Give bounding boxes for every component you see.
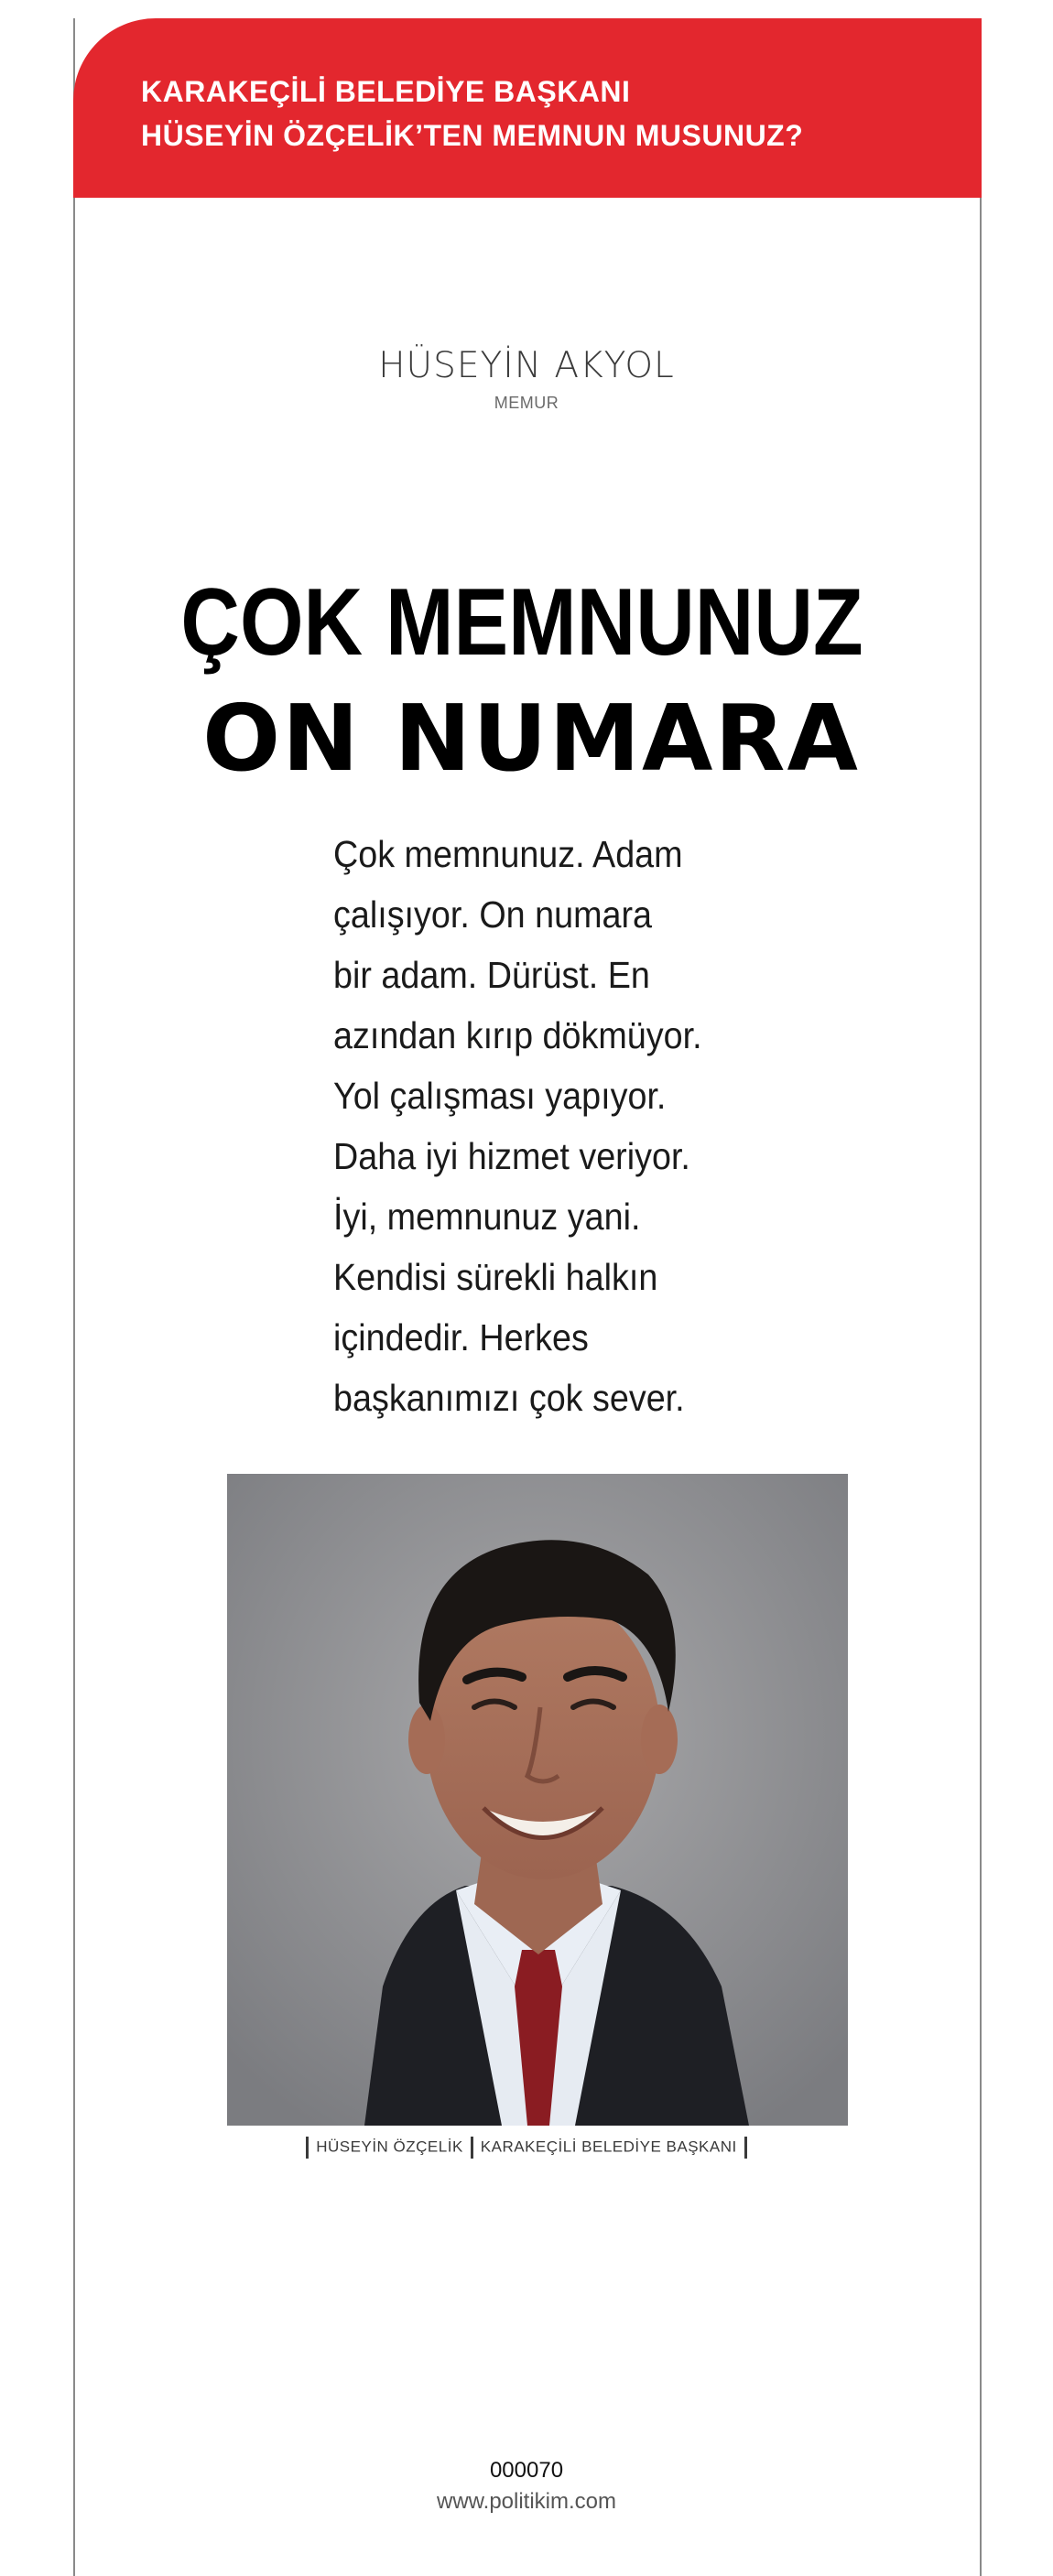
footer-website-link[interactable]: www.politikim.com [436, 2489, 617, 2514]
answer-line: çalışıyor. On numara [333, 893, 653, 936]
answer-line: başkanımızı çok sever. [333, 1377, 685, 1419]
caption-title: KARAKEÇİLİ BELEDİYE BAŞKANI [480, 2138, 737, 2156]
portrait-illustration [227, 1474, 848, 2126]
footer-code: 000070 [489, 2458, 564, 2483]
answer-line: azından kırıp dökmüyor. [333, 1014, 702, 1056]
headline-line-2: ON NUMARA [202, 685, 860, 792]
answer-line: bir adam. Dürüst. En [333, 954, 650, 996]
caption-name: HÜSEYİN ÖZÇELİK [316, 2138, 463, 2156]
respondent-occupation: MEMUR [494, 394, 559, 412]
header-banner [73, 18, 982, 198]
respondent-name: HÜSEYİN AKYOL [378, 345, 675, 386]
headline [0, 566, 1053, 798]
answer-line: Yol çalışması yapıyor. [333, 1075, 667, 1117]
headline-line-1: ÇOK MEMNUNUZ [180, 569, 863, 676]
photo-caption [0, 2133, 1053, 2161]
header-question-line-2: HÜSEYİN ÖZÇELİK’TEN MEMNUN MUSUNUZ? [141, 119, 804, 152]
answer-line: Kendisi sürekli halkın [333, 1256, 658, 1298]
caption-divider [471, 2137, 473, 2159]
caption-divider [744, 2137, 747, 2159]
respondent-info [0, 341, 1053, 414]
header-question-line-1: KARAKEÇİLİ BELEDİYE BAŞKANI [141, 75, 631, 108]
caption-divider [306, 2137, 309, 2159]
mayor-portrait-photo [227, 1474, 848, 2126]
answer-line: Çok memnunuz. Adam [333, 833, 683, 875]
answer-line: Daha iyi hizmet veriyor. [333, 1135, 690, 1177]
answer-line: içindedir. Herkes [333, 1316, 589, 1358]
footer [0, 2455, 1053, 2517]
answer-line: İyi, memnunuz yani. [333, 1196, 641, 1238]
answer-text [333, 824, 754, 1428]
